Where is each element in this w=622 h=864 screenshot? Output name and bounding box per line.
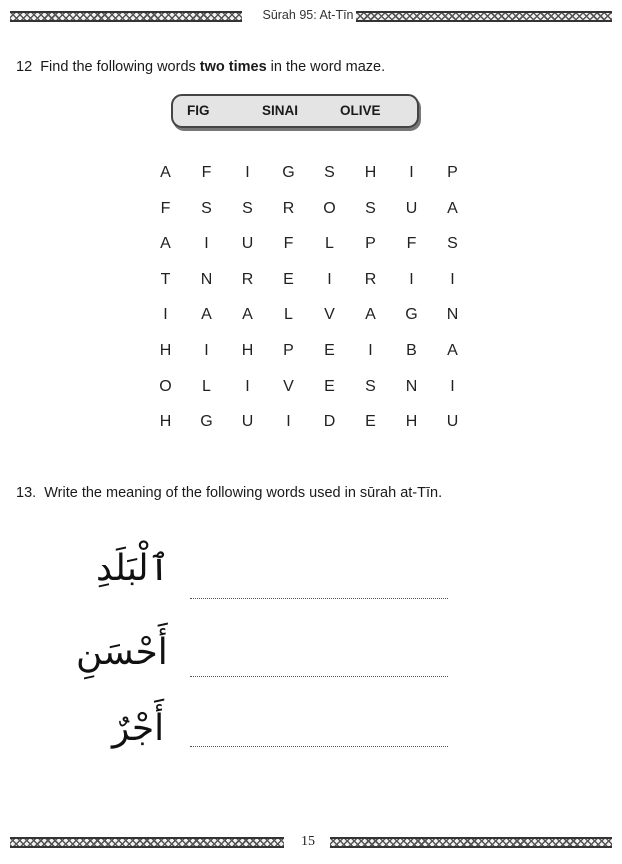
maze-cell[interactable]: U <box>241 413 254 431</box>
maze-cell[interactable]: V <box>283 377 294 395</box>
maze-cell[interactable]: R <box>364 270 377 288</box>
maze-cell[interactable]: R <box>282 199 295 217</box>
word-fig: FIG <box>187 103 210 118</box>
maze-cell[interactable]: N <box>405 377 418 395</box>
maze-cell[interactable]: A <box>160 235 171 253</box>
maze-cell[interactable]: G <box>282 164 295 181</box>
maze-cell[interactable]: A <box>160 164 171 181</box>
word-maze-grid <box>145 155 473 440</box>
maze-cell[interactable]: U <box>405 199 418 217</box>
maze-cell[interactable]: L <box>202 377 211 395</box>
header-border-left <box>10 11 242 22</box>
maze-cell[interactable]: T <box>160 270 171 288</box>
maze-cell[interactable]: E <box>324 377 335 395</box>
maze-cell[interactable]: L <box>284 306 293 324</box>
maze-cell[interactable]: S <box>201 199 212 217</box>
maze-cell[interactable]: A <box>242 306 253 324</box>
maze-cell[interactable]: H <box>364 164 377 181</box>
maze-cell[interactable]: U <box>241 235 254 253</box>
maze-cell[interactable]: P <box>283 341 294 359</box>
maze-cell[interactable]: I <box>163 306 168 324</box>
maze-cell[interactable]: S <box>365 377 376 395</box>
maze-cell[interactable]: G <box>405 306 418 324</box>
maze-cell[interactable]: A <box>201 306 212 324</box>
question-text: Write the meaning of the following words used in sūrah at-Tīn. <box>44 485 443 501</box>
maze-cell[interactable]: H <box>159 413 172 431</box>
question-number: 12 <box>16 59 33 75</box>
maze-cell[interactable]: A <box>365 306 376 324</box>
maze-cell[interactable]: S <box>365 199 376 217</box>
maze-cell[interactable]: I <box>450 377 455 395</box>
answer-line[interactable] <box>190 746 448 747</box>
maze-cell[interactable]: I <box>368 341 373 359</box>
maze-cell[interactable]: N <box>200 270 213 288</box>
chapter-title: Sūrah 95: At-Tīn <box>262 8 354 22</box>
maze-cell[interactable]: I <box>204 341 209 359</box>
maze-cell[interactable]: O <box>323 199 336 217</box>
maze-cell[interactable]: F <box>160 199 171 217</box>
arabic-word-ajr: أَجْرٌ <box>112 708 165 749</box>
maze-cell[interactable]: I <box>245 377 250 395</box>
maze-cell[interactable]: P <box>447 164 458 181</box>
maze-cell[interactable]: P <box>365 235 376 253</box>
maze-cell[interactable]: R <box>241 270 254 288</box>
maze-cell[interactable]: B <box>406 341 417 359</box>
arabic-word-albalad: ٱلْبَلَدِ <box>96 548 170 589</box>
maze-cell[interactable]: E <box>283 270 294 288</box>
maze-cell[interactable]: L <box>325 235 334 253</box>
maze-cell[interactable]: E <box>324 341 335 359</box>
maze-cell[interactable]: A <box>447 199 458 217</box>
maze-cell[interactable]: I <box>286 413 291 431</box>
header-border-right <box>356 11 612 22</box>
maze-cell[interactable]: S <box>447 235 458 253</box>
maze-cell[interactable]: I <box>245 164 250 181</box>
answer-line[interactable] <box>190 598 448 599</box>
word-sinai: SINAI <box>262 103 299 118</box>
maze-cell[interactable]: F <box>406 235 417 253</box>
maze-cell[interactable]: E <box>365 413 376 431</box>
footer-border-left <box>10 837 284 848</box>
maze-cell[interactable]: I <box>409 270 414 288</box>
maze-cell[interactable]: I <box>450 270 455 288</box>
maze-cell[interactable]: U <box>446 413 459 431</box>
maze-cell[interactable]: H <box>405 413 418 431</box>
word-olive: OLIVE <box>340 103 381 118</box>
maze-cell[interactable]: V <box>324 306 335 324</box>
word-list-box <box>171 94 419 128</box>
maze-cell[interactable]: I <box>204 235 209 253</box>
maze-cell[interactable]: G <box>200 413 213 431</box>
maze-cell[interactable]: H <box>159 341 172 359</box>
maze-cell[interactable]: A <box>447 341 458 359</box>
question-13 <box>16 485 442 501</box>
question-text-bold: two times <box>199 59 267 75</box>
maze-cell[interactable]: I <box>327 270 332 288</box>
question-text-end: in the word maze. <box>266 59 386 75</box>
maze-cell[interactable]: H <box>241 341 254 359</box>
arabic-word-ahsan: أَحْسَنِ <box>76 632 168 673</box>
maze-cell[interactable]: S <box>324 164 335 181</box>
question-12 <box>16 59 385 75</box>
question-text-start: Find the following words <box>40 59 200 75</box>
question-number: 13. <box>16 485 37 501</box>
maze-cell[interactable]: O <box>159 377 172 395</box>
answer-line[interactable] <box>190 676 448 677</box>
maze-cell[interactable]: I <box>409 164 414 181</box>
maze-cell[interactable]: N <box>446 306 459 324</box>
page-number: 15 <box>301 834 315 849</box>
footer-border-right <box>330 837 612 848</box>
maze-cell[interactable]: F <box>283 235 294 253</box>
maze-cell[interactable]: F <box>201 164 212 181</box>
maze-cell[interactable]: D <box>323 413 336 431</box>
maze-cell[interactable]: S <box>242 199 253 217</box>
